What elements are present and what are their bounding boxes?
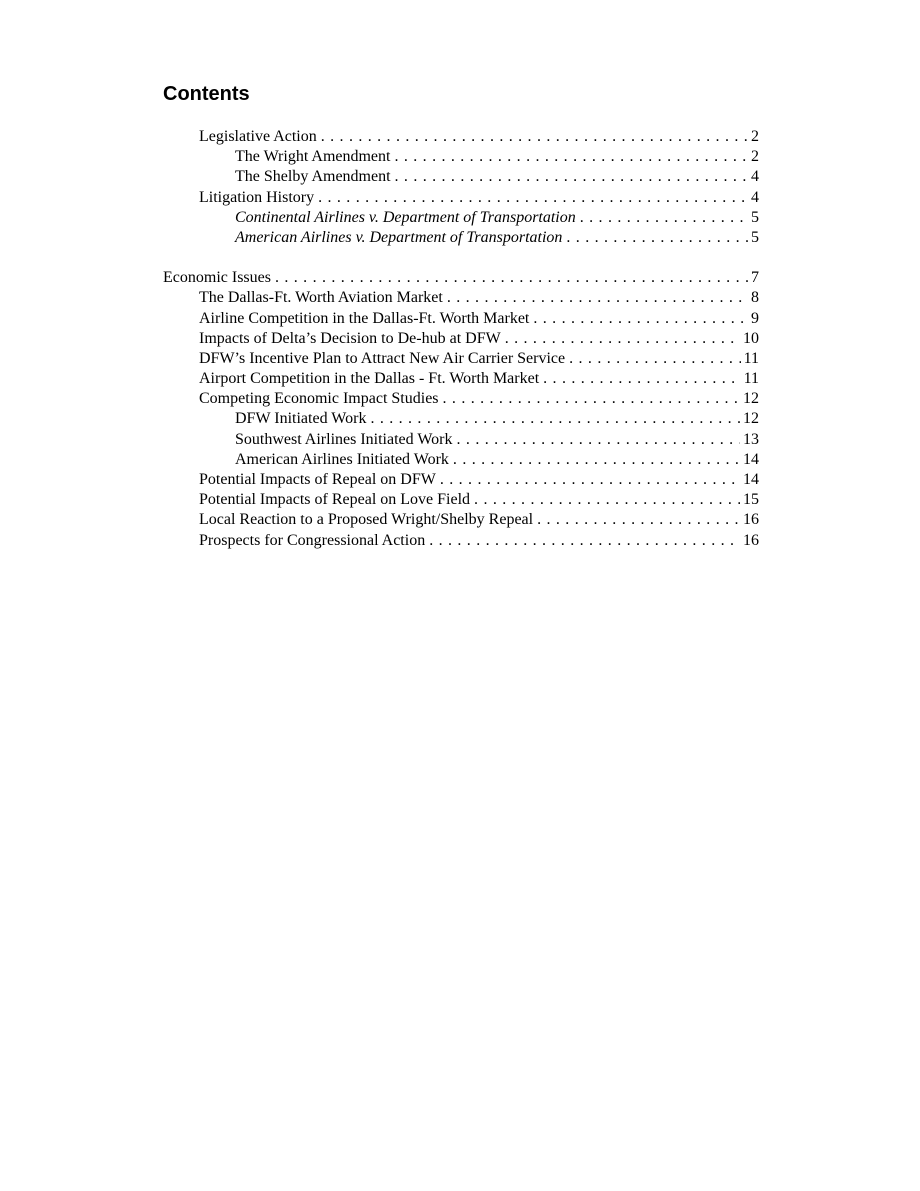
- toc-entry-title: The Shelby Amendment: [235, 168, 391, 186]
- toc-entry-title: Continental Airlines v. Department of Transportation: [235, 208, 576, 226]
- toc-entry-page: 2: [751, 148, 759, 166]
- toc-entry-page: 16: [743, 511, 759, 529]
- toc-entry-page: 2: [751, 128, 759, 145]
- toc-entry-southwest-work[interactable]: [163, 430, 759, 450]
- toc-entry-title: Competing Economic Impact Studies: [199, 390, 439, 408]
- dot-leader: [474, 490, 740, 510]
- toc-entry-title: DFW’s Incentive Plan to Attract New Air Carrier Service: [199, 349, 566, 367]
- toc-entry-page: 14: [743, 471, 759, 488]
- toc-entry-title: American Airlines Initiated Work: [235, 450, 449, 468]
- toc-entry-page: 4: [751, 188, 759, 206]
- toc-entry-title: Southwest Airlines Initiated Work: [235, 430, 453, 448]
- dot-leader: [394, 147, 748, 167]
- toc-entry-title: Airport Competition in the Dallas - Ft. Worth Market: [199, 370, 540, 388]
- dot-leader: [318, 188, 748, 208]
- toc-entry-page: 15: [743, 491, 759, 509]
- toc-entry-title: American Airlines v. Department of Transportation: [235, 228, 563, 246]
- toc-entry-title: Legislative Action: [199, 128, 317, 145]
- toc-entry-airline-competition[interactable]: [163, 309, 759, 329]
- dot-leader: [440, 470, 740, 490]
- dot-leader: [533, 309, 748, 329]
- dot-leader: [447, 288, 748, 308]
- dot-leader: [453, 450, 740, 470]
- toc-entry-continental-case[interactable]: [163, 208, 759, 228]
- contents-heading: Contents: [163, 83, 250, 105]
- toc-entry-title: Potential Impacts of Repeal on DFW: [199, 471, 436, 488]
- toc-entry-page: 10: [743, 329, 759, 347]
- dot-leader: [569, 349, 740, 369]
- dot-leader: [580, 208, 748, 228]
- toc-entry-page: 11: [743, 349, 759, 367]
- toc-entry-incentive-plan[interactable]: [163, 349, 759, 369]
- toc-entry-page: 9: [751, 309, 759, 327]
- toc-entry-congressional-action[interactable]: [163, 531, 759, 551]
- dot-leader: [370, 409, 740, 429]
- toc-entry-title: Airline Competition in the Dallas-Ft. Worth Market: [199, 309, 530, 327]
- toc-entry-american-case[interactable]: [163, 228, 759, 248]
- toc-entry-litigation-history[interactable]: [163, 188, 759, 208]
- toc-entry-title: DFW Initiated Work: [235, 410, 367, 428]
- toc-entry-dfw-work[interactable]: [163, 409, 759, 429]
- dot-leader: [457, 430, 740, 450]
- toc-entry-american-work[interactable]: [163, 450, 759, 470]
- dot-leader: [566, 228, 748, 248]
- toc-entry-title: The Wright Amendment: [235, 148, 391, 166]
- toc-entry-page: 5: [751, 208, 759, 226]
- toc-entry-page: 4: [751, 168, 759, 186]
- dot-leader: [543, 369, 740, 389]
- toc-entry-title: The Dallas-Ft. Worth Aviation Market: [199, 289, 443, 307]
- dot-leader: [429, 531, 740, 551]
- toc-entry-page: 12: [743, 410, 759, 428]
- dot-leader: [505, 329, 740, 349]
- toc-entry-page: 11: [743, 370, 759, 388]
- toc-entry-title: Potential Impacts of Repeal on Love Field: [199, 491, 471, 509]
- dot-leader: [395, 167, 748, 187]
- dot-leader: [443, 389, 740, 409]
- dot-leader: [537, 510, 740, 530]
- toc-entry-shelby-amendment[interactable]: [163, 167, 759, 187]
- toc-entry-local-reaction[interactable]: [163, 510, 759, 530]
- toc-entry-legislative-action[interactable]: [163, 127, 759, 147]
- toc-entry-wright-amendment[interactable]: [163, 147, 759, 167]
- toc-entry-title: Economic Issues: [163, 269, 271, 287]
- toc-entry-impact-studies[interactable]: [163, 389, 759, 409]
- toc-entry-title: Local Reaction to a Proposed Wright/Shelby Repeal: [199, 511, 534, 529]
- toc-entry-page: 14: [743, 450, 759, 468]
- toc-entry-page: 16: [743, 531, 759, 549]
- toc-entry-title: Impacts of Delta’s Decision to De-hub at DFW: [199, 329, 501, 347]
- table-of-contents: [163, 127, 759, 551]
- toc-entry-title: Prospects for Congressional Action: [199, 531, 426, 549]
- toc-entry-aviation-market[interactable]: [163, 288, 759, 308]
- dot-leader: [275, 268, 748, 288]
- toc-entry-page: 12: [743, 390, 759, 408]
- toc-entry-title: Litigation History: [199, 188, 315, 206]
- toc-entry-economic-issues[interactable]: [163, 268, 759, 288]
- toc-entry-airport-competition[interactable]: [163, 369, 759, 389]
- toc-entry-page: 5: [751, 228, 759, 246]
- toc-entry-page: 8: [751, 289, 759, 307]
- toc-entry-page: 7: [751, 269, 759, 287]
- toc-entry-repeal-dfw[interactable]: [163, 470, 759, 490]
- toc-entry-delta-dehub[interactable]: [163, 329, 759, 349]
- dot-leader: [321, 127, 748, 147]
- toc-entry-repeal-love-field[interactable]: [163, 490, 759, 510]
- toc-entry-page: 13: [743, 430, 759, 448]
